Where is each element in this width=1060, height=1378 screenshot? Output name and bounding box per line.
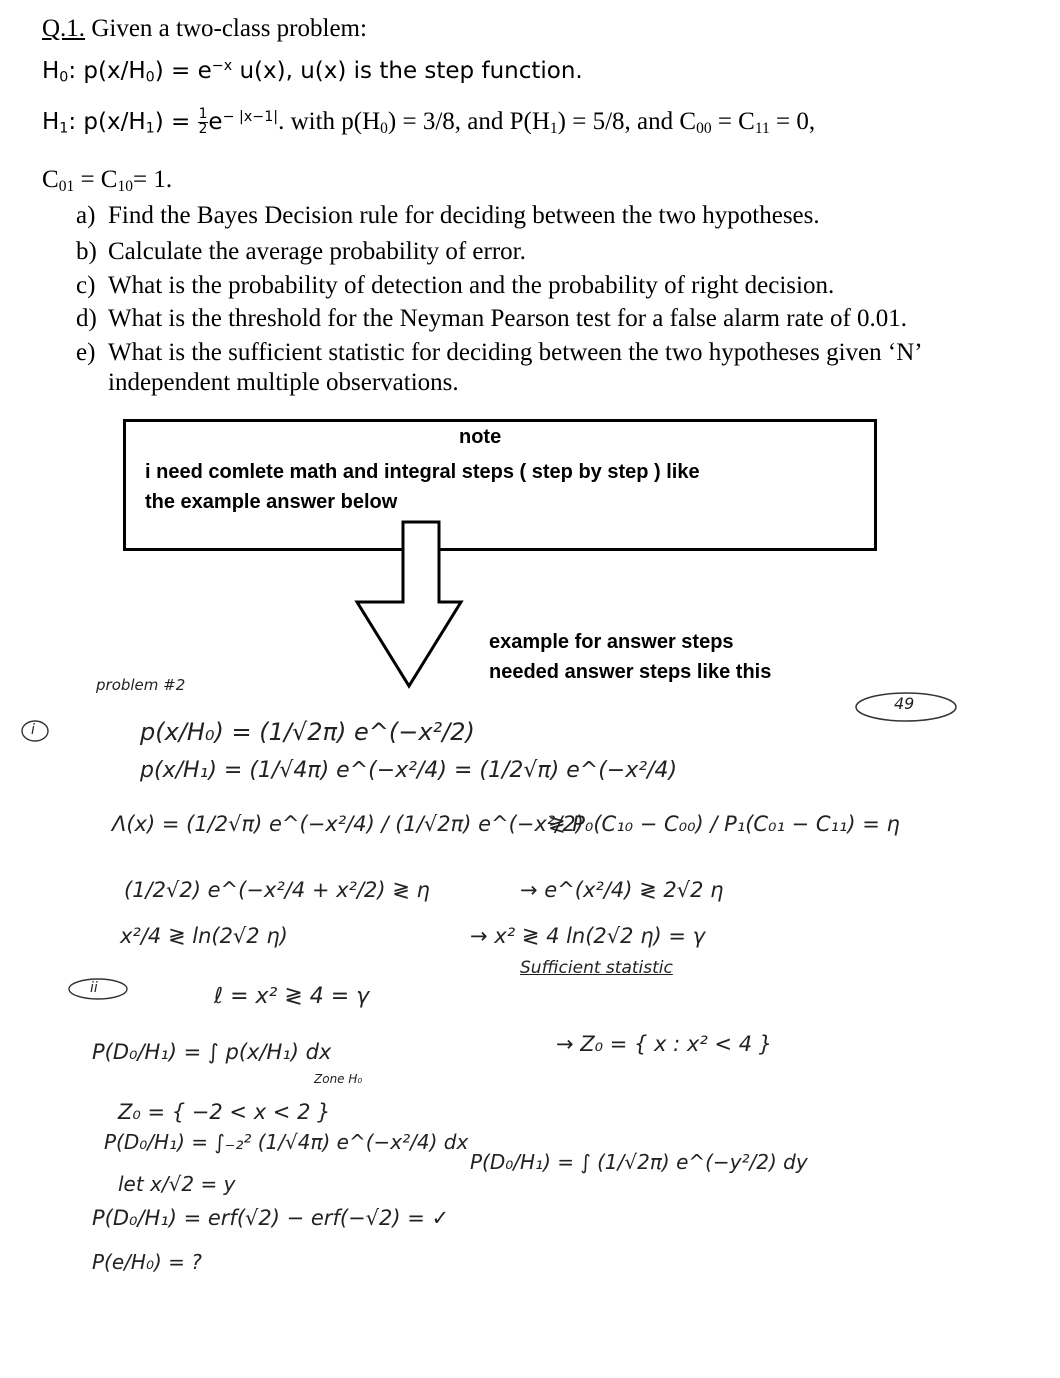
hw-line-1: p(x/H₀) = (1/√2π) e^(−x²/2) (140, 718, 475, 746)
hw-sufficient-statistic: Sufficient statistic (520, 958, 673, 978)
hw-zone-label: Zone H₀ (314, 1072, 363, 1086)
question-number: Q.1. (42, 15, 86, 42)
hw-line-10: let x/√2 = y (118, 1172, 236, 1196)
note-line-1: i need comlete math and integral steps ( step by step ) like (145, 461, 700, 483)
one-half-fraction: $\frac{1}{2}$ (198, 106, 208, 137)
hw-line-7b: → Z₀ = { x : x² < 4 } (556, 1032, 773, 1056)
hw-line-3a: Λ(x) = (1/2√π) e^(−x²/4) / (1/√2π) e^(−x²/2) (112, 812, 584, 836)
h0-definition: $H_0$: $p(x/H_0) = e^{-x}$ u(x), u(x) is the step function. (42, 58, 583, 86)
down-arrow-icon (353, 520, 465, 692)
hw-problem-label: problem #2 (96, 676, 186, 694)
note-title: note (459, 426, 502, 448)
hw-part-ii: ii (90, 980, 98, 996)
example-caption-1: example for answer steps (489, 631, 734, 653)
hw-part-i-circle (20, 718, 50, 744)
hw-line-12: P(e/H₀) = ? (92, 1250, 202, 1274)
question-item-e-continued: independent multiple observations. (108, 369, 459, 396)
question-item-d: d) What is the threshold for the Neyman Pearson test for a false alarm rate of 0.01. (76, 305, 908, 332)
hw-line-9a: P(D₀/H₁) = ∫₋₂² (1/√4π) e^(−x²/4) dx (104, 1130, 469, 1154)
hw-line-9b: P(D₀/H₁) = ∫ (1/√2π) e^(−y²/2) dy (470, 1150, 808, 1174)
hw-line-4b: → e^(x²/4) ≷ 2√2 η (520, 878, 724, 902)
hw-line-6: ℓ = x² ≷ 4 = γ (214, 984, 370, 1009)
question-item-b: b) Calculate the average probability of error. (76, 238, 526, 265)
hw-line-4a: (1/2√2) e^(−x²/4 + x²/2) ≷ η (124, 878, 430, 902)
hw-page-number: 49 (894, 694, 915, 713)
question-intro: Given a two-class problem: (91, 15, 367, 42)
question-item-e: e) What is the sufficient statistic for deciding between the two hypotheses given ‘N’ (76, 339, 923, 366)
h1-definition: $H_1$: $p(x/H_1)$ = $\frac{1}{2}$ $e^{- |x-1|}$. with $p(H_0) = 3/8$, and $P(H_1) = 5/8$, and $C_{00} = C_{11} = 0$, (42, 106, 816, 137)
question-item-c: c) What is the probability of detection and the probability of right decision. (76, 272, 835, 299)
hw-line-5a: x²/4 ≷ ln(2√2 η) (120, 924, 288, 948)
hw-line-2: p(x/H₁) = (1/√4π) e^(−x²/4) = (1/2√π) e^(−x²/4) (140, 758, 678, 783)
hw-line-5b: → x² ≷ 4 ln(2√2 η) = γ (470, 924, 706, 948)
hw-part-ii-circle (66, 976, 130, 1002)
cost-definition: $C_{01} = C_{10}= 1$. (42, 166, 173, 195)
example-caption-2: needed answer steps like this (489, 661, 772, 683)
hw-line-8: Z₀ = { −2 < x < 2 } (118, 1100, 331, 1124)
hw-line-11: P(D₀/H₁) = erf(√2) − erf(−√2) = ✓ (92, 1206, 450, 1230)
question-header (42, 15, 367, 43)
hw-line-3b: ≷ P₀(C₁₀ − C₀₀) / P₁(C₀₁ − C₁₁) = η (548, 812, 900, 836)
hw-line-7a: P(D₀/H₁) = ∫ p(x/H₁) dx (92, 1040, 332, 1064)
hw-part-i: i (31, 722, 35, 738)
note-line-2: the example answer below (145, 491, 398, 513)
question-item-a: a) Find the Bayes Decision rule for deciding between the two hypotheses. (76, 202, 820, 229)
